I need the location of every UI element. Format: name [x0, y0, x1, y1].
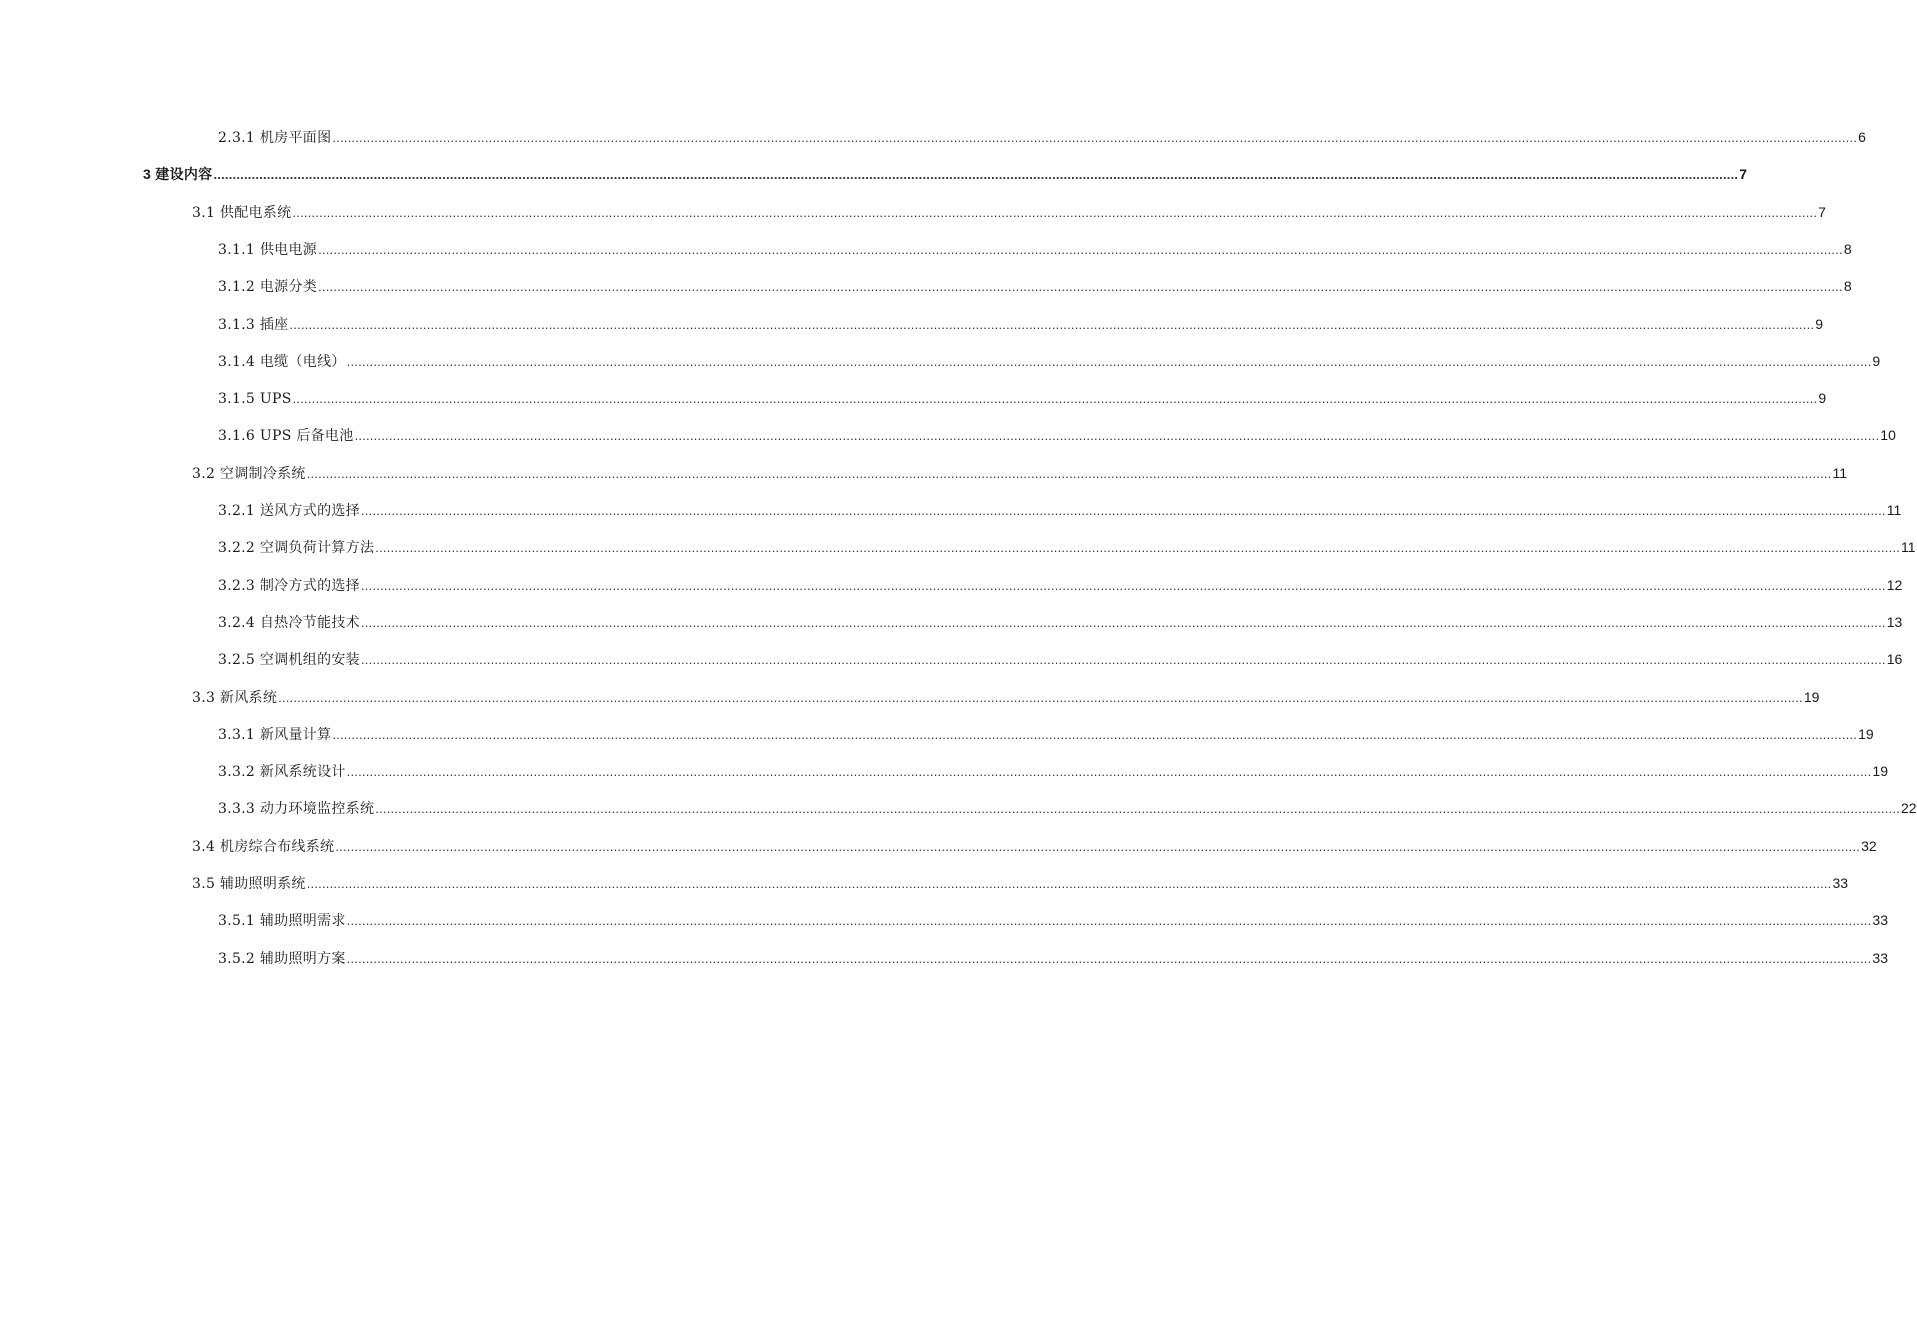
toc-entry[interactable] — [192, 685, 1820, 709]
toc-dot-leader: ................................................................................................................................................................................................................................................................................................................................................................................................................ — [292, 391, 1818, 406]
toc-entry-title: 3.3.2 新风系统设计 — [218, 764, 346, 780]
toc-dot-leader: ................................................................................................................................................................................................................................................................................................................................................................................................................ — [318, 242, 1843, 257]
toc-page-number: 11 — [1901, 539, 1916, 555]
toc-entry[interactable] — [218, 423, 1896, 447]
toc-page-number: 33 — [1872, 950, 1888, 966]
toc-dot-leader: ................................................................................................................................................................................................................................................................................................................................................................................................................ — [278, 690, 1803, 705]
toc-page-number: 22 — [1901, 800, 1917, 816]
toc-entry[interactable] — [192, 834, 1877, 858]
toc-dot-leader: ................................................................................................................................................................................................................................................................................................................................................................................................................ — [332, 727, 1858, 742]
toc-dot-leader: ................................................................................................................................................................................................................................................................................................................................................................................................................ — [360, 578, 1886, 593]
toc-entry-title: 3.3.1 新风量计算 — [218, 727, 332, 743]
toc-entry[interactable] — [218, 535, 1916, 559]
toc-entry-title: 3.1.2 电源分类 — [218, 279, 318, 295]
toc-dot-leader: ................................................................................................................................................................................................................................................................................................................................................................................................................ — [306, 876, 1832, 891]
toc-dot-leader: ................................................................................................................................................................................................................................................................................................................................................................................................................ — [292, 205, 1818, 220]
toc-entry[interactable] — [218, 946, 1888, 970]
toc-page-number: 9 — [1818, 390, 1827, 406]
toc-entry[interactable] — [218, 125, 1866, 149]
toc-entry[interactable] — [218, 647, 1903, 671]
toc-entry-title: 3.1 供配电系统 — [192, 205, 292, 221]
toc-entry-title: 3.1.3 插座 — [218, 317, 289, 333]
toc-entry[interactable] — [218, 498, 1902, 522]
toc-entry[interactable] — [192, 461, 1847, 485]
toc-entry-title: 3.1.6 UPS 后备电池 — [218, 428, 354, 444]
toc-entry[interactable] — [192, 200, 1826, 224]
toc-entry-title: 3.1.1 供电电源 — [218, 242, 318, 258]
toc-entry[interactable] — [218, 237, 1852, 261]
toc-entry-title: 3.1.5 UPS — [218, 391, 292, 407]
toc-dot-leader: ................................................................................................................................................................................................................................................................................................................................................................................................................ — [335, 839, 1861, 854]
toc-entry-title: 3.2.5 空调机组的安装 — [218, 652, 360, 668]
toc-page-number: 19 — [1858, 726, 1874, 742]
toc-entry-title: 3.5.2 辅助照明方案 — [218, 951, 346, 967]
toc-dot-leader: ................................................................................................................................................................................................................................................................................................................................................................................................................ — [289, 317, 1815, 332]
toc-dot-leader: ................................................................................................................................................................................................................................................................................................................................................................................................................ — [360, 652, 1886, 667]
toc-entry[interactable] — [218, 312, 1824, 336]
toc-entry[interactable] — [218, 610, 1903, 634]
toc-entry-title: 3 建设内容 — [143, 166, 213, 182]
toc-page-number: 12 — [1886, 577, 1903, 593]
toc-entry-title: 2.3.1 机房平面图 — [218, 130, 332, 146]
toc-dot-leader: ................................................................................................................................................................................................................................................................................................................................................................................................................ — [346, 913, 1872, 928]
toc-dot-leader: ................................................................................................................................................................................................................................................................................................................................................................................................................ — [375, 801, 1901, 816]
toc-page-number: 11 — [1832, 465, 1847, 481]
toc-entry-title: 3.4 机房综合布线系统 — [192, 839, 335, 855]
toc-dot-leader: ................................................................................................................................................................................................................................................................................................................................................................................................................ — [213, 167, 1739, 182]
toc-entry[interactable] — [143, 162, 1748, 186]
toc-entry-title: 3.5 辅助照明系统 — [192, 876, 306, 892]
toc-entry[interactable] — [218, 759, 1888, 783]
toc-page-number: 19 — [1872, 763, 1888, 779]
toc-dot-leader: ................................................................................................................................................................................................................................................................................................................................................................................................................ — [360, 503, 1886, 518]
toc-dot-leader: ................................................................................................................................................................................................................................................................................................................................................................................................................ — [346, 951, 1872, 966]
toc-page-number: 8 — [1843, 278, 1852, 294]
toc-page-number: 9 — [1815, 316, 1824, 332]
toc-entry-title: 3.2.1 送风方式的选择 — [218, 503, 360, 519]
toc-entry-title: 3.2.4 自热冷节能技术 — [218, 615, 360, 631]
toc-entry[interactable] — [218, 274, 1852, 298]
toc-entry[interactable] — [218, 349, 1881, 373]
toc-entry-title: 3.3 新风系统 — [192, 690, 278, 706]
toc-entry[interactable] — [218, 722, 1874, 746]
toc-dot-leader: ................................................................................................................................................................................................................................................................................................................................................................................................................ — [375, 540, 1901, 555]
toc-page-number: 13 — [1886, 614, 1903, 630]
toc-entry-title: 3.2.3 制冷方式的选择 — [218, 578, 360, 594]
toc-dot-leader: ................................................................................................................................................................................................................................................................................................................................................................................................................ — [346, 764, 1872, 779]
toc-dot-leader: ................................................................................................................................................................................................................................................................................................................................................................................................................ — [318, 279, 1843, 294]
toc-dot-leader: ................................................................................................................................................................................................................................................................................................................................................................................................................ — [354, 428, 1880, 443]
toc-page-number: 16 — [1886, 651, 1903, 667]
toc-entry-title: 3.2.2 空调负荷计算方法 — [218, 540, 375, 556]
toc-page-number: 33 — [1832, 875, 1849, 891]
toc-entry-title: 3.3.3 动力环境监控系统 — [218, 801, 375, 817]
toc-dot-leader: ................................................................................................................................................................................................................................................................................................................................................................................................................ — [306, 466, 1832, 481]
toc-dot-leader: ................................................................................................................................................................................................................................................................................................................................................................................................................ — [360, 615, 1886, 630]
toc-page-number: 6 — [1858, 129, 1866, 145]
toc-dot-leader: ................................................................................................................................................................................................................................................................................................................................................................................................................ — [346, 354, 1872, 369]
toc-page-number: 19 — [1803, 689, 1820, 705]
toc-page-number: 33 — [1872, 912, 1888, 928]
toc-entry[interactable] — [218, 386, 1827, 410]
toc-page-number: 7 — [1739, 166, 1748, 182]
toc-entry-title: 3.1.4 电缆（电线） — [218, 354, 346, 370]
toc-page-number: 8 — [1843, 241, 1852, 257]
toc-entry[interactable] — [192, 871, 1849, 895]
toc-page-number: 10 — [1880, 427, 1896, 443]
toc-entry[interactable] — [218, 573, 1903, 597]
toc-page-number: 7 — [1818, 204, 1826, 220]
toc-page-number: 11 — [1886, 502, 1902, 518]
toc-page-number: 32 — [1861, 838, 1877, 854]
toc-entry[interactable] — [218, 796, 1917, 820]
toc-page-number: 9 — [1872, 353, 1881, 369]
toc-entry-title: 3.2 空调制冷系统 — [192, 466, 306, 482]
toc-dot-leader: ................................................................................................................................................................................................................................................................................................................................................................................................................ — [332, 130, 1858, 145]
toc-entry-title: 3.5.1 辅助照明需求 — [218, 913, 346, 929]
toc-entry[interactable] — [218, 908, 1888, 932]
